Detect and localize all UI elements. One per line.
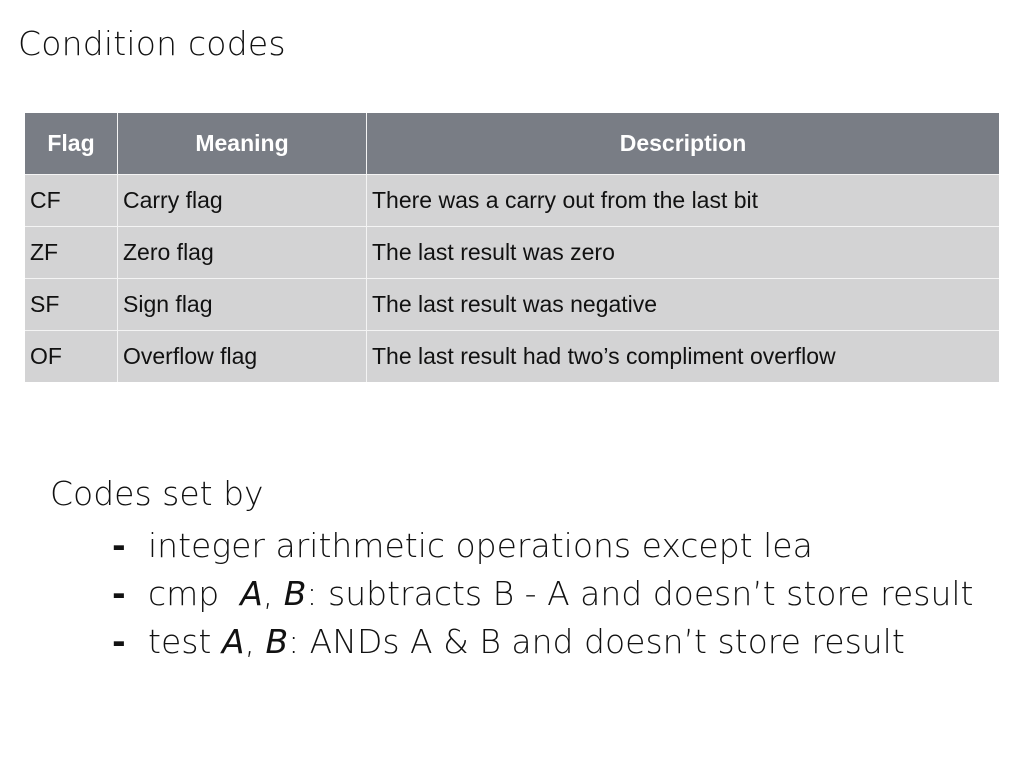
operand-separator: , xyxy=(244,622,266,661)
cell-flag: OF xyxy=(25,331,118,383)
codes-set-by-heading: Codes set by xyxy=(50,474,264,513)
cell-description: The last result was zero xyxy=(367,227,1000,279)
bullet-dash-icon: - xyxy=(112,526,126,565)
bullet-text: : ANDs A & B and doesn’t store result xyxy=(288,622,905,661)
cell-description: The last result had two’s compliment overflow xyxy=(367,331,1000,383)
list-item xyxy=(112,570,974,618)
bullet-dash-icon: - xyxy=(112,622,126,661)
bullet-instruction: test xyxy=(148,622,222,661)
cell-meaning: Carry flag xyxy=(118,175,367,227)
table-header-row xyxy=(25,113,999,175)
table-row xyxy=(25,227,999,279)
cell-flag: SF xyxy=(25,279,118,331)
table-row xyxy=(25,331,999,383)
header-flag: Flag xyxy=(25,113,118,175)
table-row xyxy=(25,175,999,227)
slide-title: Condition codes xyxy=(18,24,286,63)
operand-separator: , xyxy=(262,574,284,613)
operand-a: A xyxy=(240,574,263,613)
header-meaning: Meaning xyxy=(118,113,367,175)
header-description: Description xyxy=(367,113,1000,175)
cell-flag: CF xyxy=(25,175,118,227)
bullet-dash-icon: - xyxy=(112,574,126,613)
codes-bullet-list xyxy=(112,522,974,666)
cell-meaning: Sign flag xyxy=(118,279,367,331)
cell-meaning: Zero flag xyxy=(118,227,367,279)
list-item xyxy=(112,618,974,666)
operand-a: A xyxy=(221,622,245,661)
bullet-text: integer arithmetic operations except lea xyxy=(148,526,813,565)
table-row xyxy=(25,279,999,331)
cell-description: There was a carry out from the last bit xyxy=(367,175,1000,227)
bullet-text: : subtracts B - A and doesn’t store result xyxy=(306,574,974,613)
operand-b: B xyxy=(283,574,307,613)
cell-description: The last result was negative xyxy=(367,279,1000,331)
list-item xyxy=(112,522,974,570)
operand-b: B xyxy=(265,622,289,661)
cell-flag: ZF xyxy=(25,227,118,279)
cell-meaning: Overflow flag xyxy=(118,331,367,383)
condition-flags-table xyxy=(25,113,999,382)
bullet-instruction: cmp xyxy=(148,574,241,613)
